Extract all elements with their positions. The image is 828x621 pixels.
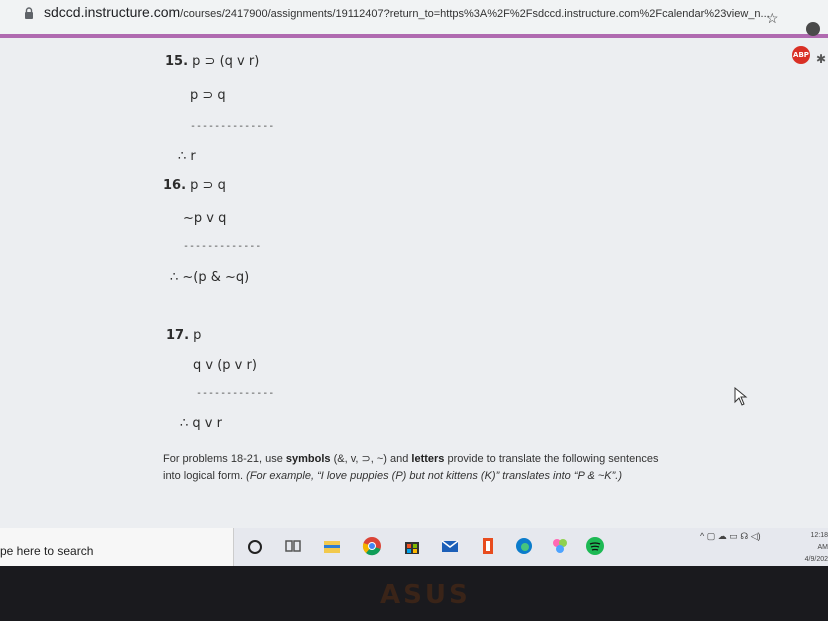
url-text[interactable] — [44, 4, 770, 20]
problem-number: 17. — [166, 328, 190, 343]
clock-date: 4/9/202 — [804, 556, 828, 563]
mouse-cursor-icon — [734, 387, 748, 407]
asus-logo: ASUS — [380, 580, 471, 610]
problem-17-conclusion: ∴ q v r — [180, 416, 222, 431]
adblock-icon[interactable]: ABP — [792, 46, 810, 64]
taskbar-clock[interactable] — [800, 530, 828, 566]
problem-number: 15. — [165, 54, 189, 69]
problem-15-premise-2: p ⊃ q — [190, 88, 226, 103]
instructions-part-2: (&, v, ⊃, ~) and — [330, 453, 412, 465]
task-view-icon[interactable] — [283, 536, 303, 556]
problem-15-conclusion: ∴ r — [178, 149, 196, 164]
instructions-part-3: provide to translate the following sentences into logical form. — [163, 453, 659, 482]
problem-number: 16. — [163, 178, 187, 193]
problem-16-premise-1 — [163, 178, 226, 193]
problem-16-conclusion: ∴ ~(p & ~q) — [170, 270, 250, 285]
extension-icon[interactable] — [806, 22, 820, 36]
mail-icon[interactable] — [440, 536, 460, 556]
instructions-part-1: For problems 18-21, use — [163, 453, 286, 465]
instructions-example: (For example, “I love puppies (P) but not kittens (K)” translates into “P & ~K”.) — [246, 470, 623, 482]
problem-17-premise-1 — [166, 328, 201, 343]
lock-icon — [22, 6, 36, 20]
problem-17-premise-2: q v (p v r) — [193, 358, 257, 373]
taskbar-search-box[interactable] — [0, 528, 234, 566]
clock-time: 12:18 AM — [810, 532, 828, 551]
system-tray[interactable]: ^ ▢ ☁ ▭ ☊ ◁) — [700, 531, 761, 541]
store-icon[interactable] — [402, 536, 422, 556]
instructions-letters-word: letters — [411, 453, 445, 465]
url-path: /courses/2417900/assignments/19112407?return_to=https%3A%2F%2Fsdccd.instructure.com%2Fcalendar%23view_n... — [180, 8, 770, 20]
star-icon[interactable]: ☆ — [766, 10, 779, 26]
premise-text: p — [193, 328, 202, 343]
problem-15-divider: -------------- — [190, 121, 275, 132]
premise-text: p ⊃ q — [190, 178, 226, 193]
windows-taskbar — [0, 528, 828, 566]
premise-text: p ⊃ (q v r) — [192, 54, 260, 69]
taskbar-search-text: pe here to search — [0, 544, 94, 558]
url-host: sdccd.instructure.com — [44, 4, 181, 20]
assignment-content — [0, 38, 828, 528]
problem-17-divider: ------------- — [196, 388, 275, 399]
chrome-icon[interactable] — [362, 536, 382, 556]
cortana-icon[interactable] — [248, 540, 262, 554]
problem-16-divider: ------------- — [183, 241, 262, 252]
paint-app-icon[interactable] — [550, 536, 570, 556]
instructions-paragraph — [163, 451, 663, 485]
spotify-icon[interactable] — [585, 536, 605, 556]
file-explorer-icon[interactable] — [322, 536, 342, 556]
problem-16-premise-2: ~p v q — [183, 211, 227, 226]
office-icon[interactable] — [478, 536, 498, 556]
puzzle-icon[interactable]: ✱ — [816, 52, 827, 66]
browser-address-bar[interactable] — [0, 0, 828, 38]
instructions-symbols-word: symbols — [285, 453, 331, 465]
problem-15-premise-1 — [165, 54, 259, 69]
edge-icon[interactable] — [514, 536, 534, 556]
